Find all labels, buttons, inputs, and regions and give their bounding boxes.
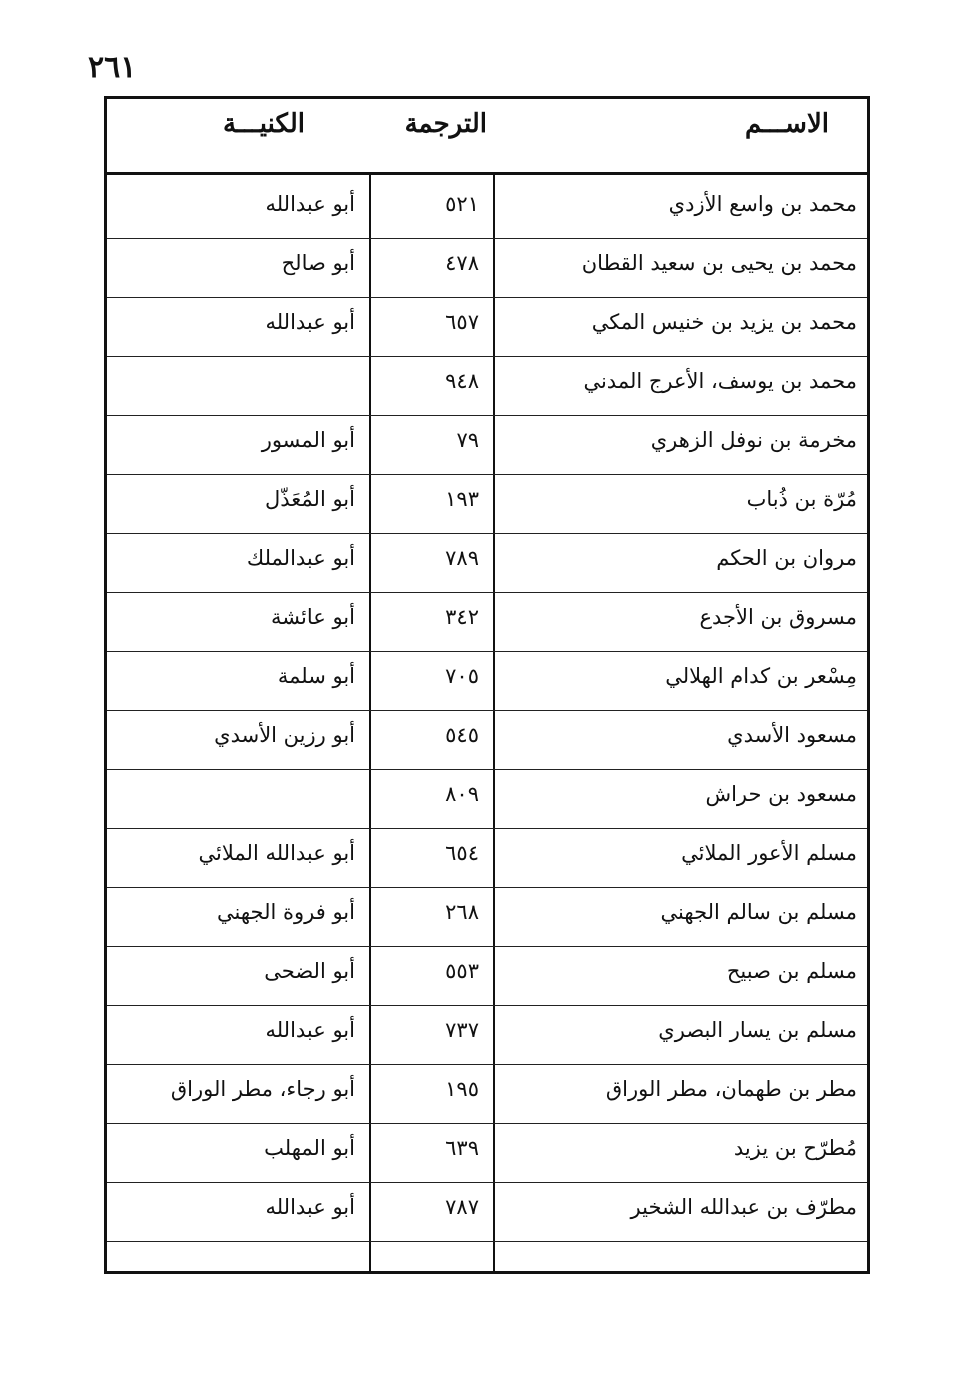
cell-name: مسلم بن سالم الجهني	[660, 900, 857, 924]
table-row	[107, 652, 867, 711]
index-table	[104, 96, 870, 1274]
table-header	[107, 99, 867, 175]
cell-kunya: أبو المسور	[261, 428, 355, 452]
table-row	[107, 711, 867, 770]
cell-kunya: أبو عبدالله	[265, 1195, 355, 1219]
cell-name: مطرّف بن عبدالله الشخير	[630, 1195, 857, 1219]
cell-name: مخرمة بن نوفل الزهري	[650, 428, 857, 452]
cell-name: محمد بن يوسف، الأعرج المدني	[583, 369, 857, 393]
table-row	[107, 947, 867, 1006]
cell-name: محمد بن يزيد بن خنيس المكي	[591, 310, 857, 334]
cell-tarjama-number: ٧٨٩	[445, 546, 479, 570]
cell-name: مُرّة بن ذُباب	[746, 487, 857, 511]
cell-kunya: أبو المهلب	[264, 1136, 355, 1160]
cell-tarjama-number: ٥٤٥	[445, 723, 479, 747]
cell-name: مُطرّح بن يزيد	[733, 1136, 857, 1160]
page-number: ٢٦١	[88, 50, 137, 85]
table-row	[107, 180, 867, 239]
cell-tarjama-number: ٦٥٤	[445, 841, 479, 865]
cell-name: مسلم بن يسار البصري	[658, 1018, 857, 1042]
table-row	[107, 593, 867, 652]
cell-tarjama-number: ٤٧٨	[445, 251, 479, 275]
table-row	[107, 1124, 867, 1183]
cell-tarjama-number: ٩٤٨	[445, 369, 479, 393]
table-row	[107, 239, 867, 298]
table-row	[107, 888, 867, 947]
cell-name: مروان بن الحكم	[716, 546, 857, 570]
cell-kunya: أبو المُعَذّل	[265, 487, 355, 511]
cell-tarjama-number: ٧٨٧	[445, 1195, 479, 1219]
cell-kunya: أبو رزين الأسدي	[214, 723, 355, 747]
table-row	[107, 475, 867, 534]
cell-tarjama-number: ٢٦٨	[445, 900, 479, 924]
header-name: الاســـم	[745, 109, 829, 139]
cell-name: مسلم الأعور الملائي	[681, 841, 857, 865]
cell-name: مسروق بن الأجدع	[699, 605, 857, 629]
cell-name: محمد بن واسع الأزدي	[668, 192, 857, 216]
cell-kunya: أبو عائشة	[271, 605, 355, 629]
cell-tarjama-number: ١٩٥	[445, 1077, 479, 1101]
cell-tarjama-number: ٨٠٩	[445, 782, 479, 806]
cell-kunya: أبو عبدالله	[265, 1018, 355, 1042]
table-row	[107, 534, 867, 593]
table-body	[107, 180, 867, 1242]
cell-kunya: أبو عبدالله	[265, 192, 355, 216]
cell-kunya: أبو رجاء، مطر الوراق	[170, 1077, 355, 1101]
table-row	[107, 1006, 867, 1065]
table-row	[107, 1183, 867, 1242]
cell-name: مسلم بن صبيح	[726, 959, 857, 983]
cell-name: مسعود الأسدي	[727, 723, 857, 747]
table-row	[107, 416, 867, 475]
cell-name: مِسْعر بن كدام الهلالي	[665, 664, 857, 688]
cell-tarjama-number: ٥٢١	[445, 192, 479, 216]
table-row	[107, 298, 867, 357]
cell-tarjama-number: ٧٣٧	[445, 1018, 479, 1042]
header-tarjama: الترجمة	[404, 109, 487, 139]
cell-kunya: أبو صالح	[281, 251, 355, 275]
cell-tarjama-number: ٧٠٥	[445, 664, 479, 688]
cell-kunya: أبو عبدالله الملائي	[198, 841, 355, 865]
header-kunya: الكنيـــة	[223, 109, 305, 139]
cell-tarjama-number: ٥٥٣	[445, 959, 479, 983]
cell-name: محمد بن يحيى بن سعيد القطان	[581, 251, 857, 275]
cell-kunya: أبو عبدالملك	[246, 546, 355, 570]
table-row	[107, 1065, 867, 1124]
cell-name: مسعود بن حراش	[705, 782, 857, 806]
table-row	[107, 829, 867, 888]
cell-kunya: أبو سلمة	[277, 664, 355, 688]
table-row	[107, 357, 867, 416]
cell-tarjama-number: ١٩٣	[445, 487, 479, 511]
cell-name: مطر بن طهمان، مطر الوراق	[605, 1077, 857, 1101]
cell-tarjama-number: ٦٣٩	[445, 1136, 479, 1160]
cell-tarjama-number: ٣٤٢	[445, 605, 479, 629]
cell-kunya: أبو عبدالله	[265, 310, 355, 334]
cell-tarjama-number: ٦٥٧	[445, 310, 479, 334]
cell-kunya: أبو الضحى	[264, 959, 355, 983]
cell-kunya: أبو فروة الجهني	[217, 900, 355, 924]
cell-tarjama-number: ٧٩	[456, 428, 479, 452]
table-row	[107, 770, 867, 829]
